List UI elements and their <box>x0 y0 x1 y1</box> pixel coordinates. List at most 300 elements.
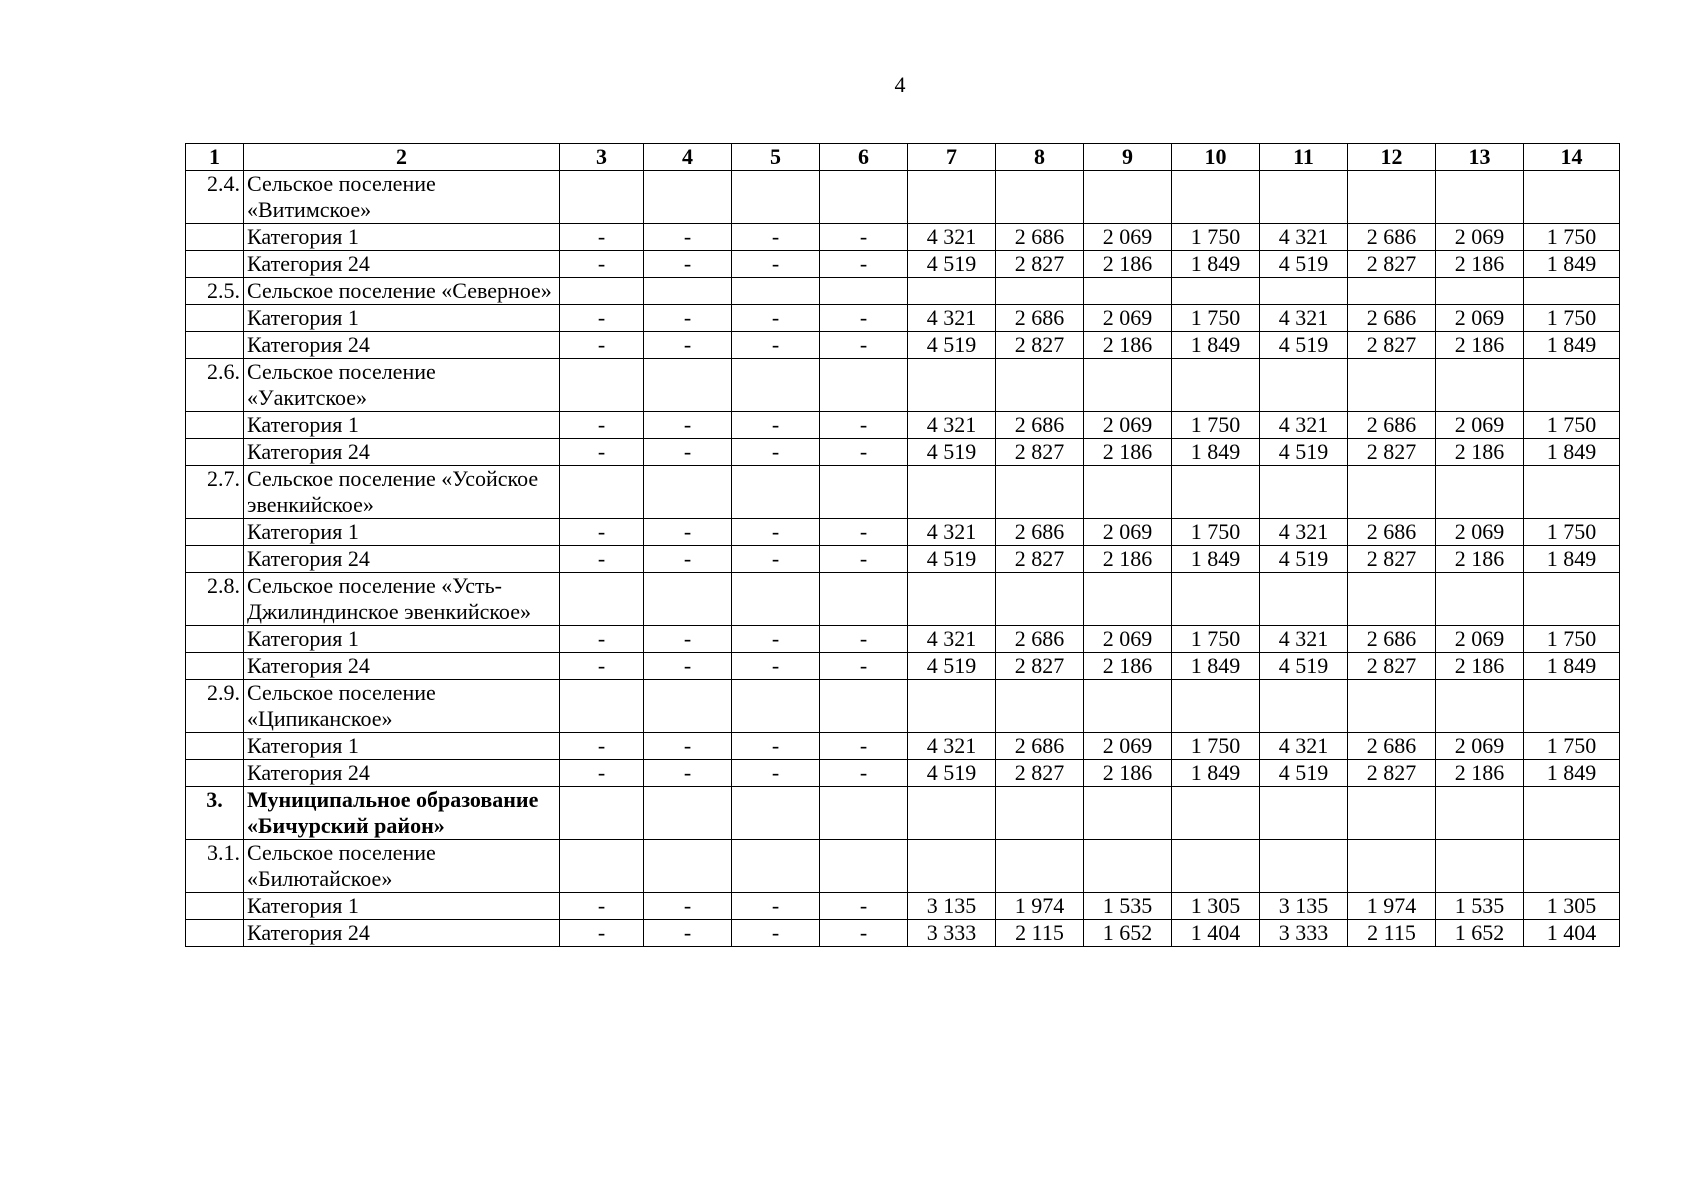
table-row <box>186 920 1620 947</box>
table-cell: 2 827 <box>996 439 1084 466</box>
row-name: Категория 24 <box>244 920 560 947</box>
table-row <box>186 439 1620 466</box>
table-cell: - <box>560 305 644 332</box>
table-cell: 2 069 <box>1436 519 1524 546</box>
table-cell: 4 321 <box>1260 224 1348 251</box>
empty-cell <box>644 840 732 893</box>
table-row <box>186 412 1620 439</box>
empty-cell <box>820 787 908 840</box>
table-cell: 1 849 <box>1172 332 1260 359</box>
table-cell: 1 750 <box>1172 412 1260 439</box>
empty-cell <box>732 680 820 733</box>
table-row <box>186 305 1620 332</box>
row-index: 3.1. <box>186 840 244 893</box>
section-row <box>186 278 1620 305</box>
table-cell: 2 686 <box>996 412 1084 439</box>
table-cell: 1 750 <box>1172 519 1260 546</box>
table-cell: 4 321 <box>908 412 996 439</box>
empty-cell <box>644 787 732 840</box>
empty-cell <box>1172 840 1260 893</box>
section-row <box>186 787 1620 840</box>
empty-cell <box>1524 573 1620 626</box>
table-cell: 2 186 <box>1084 332 1172 359</box>
empty-cell <box>1260 573 1348 626</box>
table-cell: - <box>820 251 908 278</box>
empty-cell <box>560 840 644 893</box>
table-cell: - <box>644 760 732 787</box>
table-cell: - <box>644 519 732 546</box>
empty-cell <box>1524 359 1620 412</box>
column-header-3: 3 <box>560 144 644 171</box>
table-cell: - <box>820 653 908 680</box>
empty-cell <box>820 359 908 412</box>
table-cell: 2 686 <box>1348 224 1436 251</box>
table-cell: - <box>732 920 820 947</box>
row-index <box>186 412 244 439</box>
table-cell: 2 686 <box>1348 733 1436 760</box>
column-header-9: 9 <box>1084 144 1172 171</box>
table-cell: 4 321 <box>908 224 996 251</box>
empty-cell <box>732 278 820 305</box>
row-name: Категория 1 <box>244 893 560 920</box>
table-cell: 1 849 <box>1172 251 1260 278</box>
section-row <box>186 171 1620 224</box>
table-cell: 2 686 <box>996 224 1084 251</box>
table-cell: 1 849 <box>1524 332 1620 359</box>
table-cell: 4 321 <box>908 626 996 653</box>
table-cell: 1 652 <box>1436 920 1524 947</box>
empty-cell <box>1436 840 1524 893</box>
row-index <box>186 920 244 947</box>
table-cell: 4 519 <box>1260 251 1348 278</box>
table-cell: - <box>732 305 820 332</box>
empty-cell <box>820 466 908 519</box>
table-cell: - <box>732 224 820 251</box>
table-cell: 2 686 <box>996 519 1084 546</box>
table-cell: 1 849 <box>1172 546 1260 573</box>
table-cell: 2 827 <box>1348 332 1436 359</box>
table-cell: - <box>644 332 732 359</box>
column-header-6: 6 <box>820 144 908 171</box>
table-cell: 3 135 <box>908 893 996 920</box>
table-cell: 1 305 <box>1524 893 1620 920</box>
table-cell: 2 827 <box>996 251 1084 278</box>
empty-cell <box>820 171 908 224</box>
empty-cell <box>996 787 1084 840</box>
row-index <box>186 626 244 653</box>
empty-cell <box>1524 171 1620 224</box>
table-cell: 2 069 <box>1084 412 1172 439</box>
table-cell: - <box>732 332 820 359</box>
table-cell: 4 321 <box>1260 519 1348 546</box>
table-cell: 2 186 <box>1436 332 1524 359</box>
table-row <box>186 224 1620 251</box>
table-cell: 2 186 <box>1436 439 1524 466</box>
empty-cell <box>1436 466 1524 519</box>
empty-cell <box>1436 573 1524 626</box>
table-cell: 4 519 <box>908 653 996 680</box>
tariff-table <box>185 143 1620 947</box>
table-cell: - <box>560 332 644 359</box>
table-cell: 4 321 <box>1260 733 1348 760</box>
table-cell: 1 750 <box>1524 305 1620 332</box>
table-cell: - <box>820 519 908 546</box>
table-cell: - <box>644 733 732 760</box>
row-name: Категория 24 <box>244 546 560 573</box>
empty-cell <box>820 573 908 626</box>
row-index: 2.7. <box>186 466 244 519</box>
table-cell: - <box>560 224 644 251</box>
table-cell: 4 321 <box>1260 305 1348 332</box>
row-index <box>186 305 244 332</box>
table-cell: 2 069 <box>1084 224 1172 251</box>
empty-cell <box>1172 466 1260 519</box>
row-name: Категория 24 <box>244 439 560 466</box>
table-cell: - <box>560 519 644 546</box>
table-cell: - <box>820 893 908 920</box>
table-cell: - <box>644 251 732 278</box>
empty-cell <box>1524 680 1620 733</box>
empty-cell <box>1172 680 1260 733</box>
row-index <box>186 519 244 546</box>
table-cell: 2 186 <box>1436 653 1524 680</box>
table-cell: - <box>560 760 644 787</box>
column-header-7: 7 <box>908 144 996 171</box>
empty-cell <box>1084 171 1172 224</box>
table-row <box>186 519 1620 546</box>
empty-cell <box>1348 840 1436 893</box>
table-cell: 4 519 <box>1260 653 1348 680</box>
column-header-2: 2 <box>244 144 560 171</box>
table-cell: 2 827 <box>1348 439 1436 466</box>
table-cell: 2 827 <box>996 332 1084 359</box>
table-cell: - <box>732 439 820 466</box>
empty-cell <box>1260 359 1348 412</box>
empty-cell <box>560 787 644 840</box>
empty-cell <box>1348 680 1436 733</box>
row-name: Категория 24 <box>244 332 560 359</box>
table-cell: 4 321 <box>908 305 996 332</box>
table-row <box>186 653 1620 680</box>
empty-cell <box>1084 278 1172 305</box>
empty-cell <box>560 573 644 626</box>
table-cell: 2 069 <box>1436 626 1524 653</box>
table-cell: - <box>560 733 644 760</box>
table-cell: 2 115 <box>1348 920 1436 947</box>
table-cell: 4 519 <box>1260 546 1348 573</box>
empty-cell <box>1172 359 1260 412</box>
table-cell: 3 135 <box>1260 893 1348 920</box>
row-name: Категория 24 <box>244 760 560 787</box>
header-row <box>186 144 1620 171</box>
table-cell: - <box>560 412 644 439</box>
row-name: Категория 1 <box>244 519 560 546</box>
empty-cell <box>560 466 644 519</box>
table-cell: - <box>820 546 908 573</box>
table-cell: - <box>732 251 820 278</box>
table-cell: 2 186 <box>1084 251 1172 278</box>
row-index: 2.5. <box>186 278 244 305</box>
table-cell: 2 069 <box>1084 626 1172 653</box>
table-cell: 4 519 <box>1260 439 1348 466</box>
table-cell: 2 827 <box>1348 251 1436 278</box>
empty-cell <box>1260 840 1348 893</box>
empty-cell <box>1436 171 1524 224</box>
empty-cell <box>1524 787 1620 840</box>
table-cell: - <box>732 653 820 680</box>
table-cell: 4 321 <box>1260 626 1348 653</box>
table-cell: - <box>560 920 644 947</box>
row-name: Сельское поселение «Усойское эвенкийское» <box>244 466 560 519</box>
table-cell: 2 069 <box>1436 305 1524 332</box>
table-cell: 2 069 <box>1084 733 1172 760</box>
table-row <box>186 332 1620 359</box>
empty-cell <box>1172 573 1260 626</box>
empty-cell <box>732 840 820 893</box>
table-cell: 1 750 <box>1172 305 1260 332</box>
table-cell: - <box>820 224 908 251</box>
table-cell: 2 069 <box>1436 224 1524 251</box>
table-cell: 1 849 <box>1172 760 1260 787</box>
empty-cell <box>1348 787 1436 840</box>
table-cell: 4 519 <box>1260 760 1348 787</box>
table-cell: 1 535 <box>1436 893 1524 920</box>
empty-cell <box>908 680 996 733</box>
table-cell: - <box>820 305 908 332</box>
row-index <box>186 224 244 251</box>
empty-cell <box>908 278 996 305</box>
column-header-14: 14 <box>1524 144 1620 171</box>
empty-cell <box>820 840 908 893</box>
row-index: 2.9. <box>186 680 244 733</box>
table-cell: 4 519 <box>908 760 996 787</box>
table-cell: 2 686 <box>1348 626 1436 653</box>
table-cell: 2 186 <box>1436 251 1524 278</box>
empty-cell <box>1348 359 1436 412</box>
row-name: Категория 1 <box>244 733 560 760</box>
page-number: 4 <box>894 72 906 97</box>
table-cell: 4 519 <box>1260 332 1348 359</box>
table-cell: 2 069 <box>1084 519 1172 546</box>
table-cell: 1 750 <box>1172 733 1260 760</box>
row-index <box>186 760 244 787</box>
row-name: Категория 24 <box>244 251 560 278</box>
table-row <box>186 251 1620 278</box>
empty-cell <box>1084 359 1172 412</box>
table-cell: 4 321 <box>1260 412 1348 439</box>
table-cell: 2 186 <box>1084 439 1172 466</box>
table-row <box>186 733 1620 760</box>
table-cell: 3 333 <box>908 920 996 947</box>
row-name: Категория 1 <box>244 626 560 653</box>
row-name: Сельское поселение «Усть-Джилиндинское эвенкийское» <box>244 573 560 626</box>
empty-cell <box>1436 278 1524 305</box>
table-cell: 2 186 <box>1436 546 1524 573</box>
empty-cell <box>1348 466 1436 519</box>
section-row <box>186 359 1620 412</box>
section-row <box>186 680 1620 733</box>
section-row <box>186 840 1620 893</box>
empty-cell <box>732 359 820 412</box>
table-cell: - <box>820 332 908 359</box>
row-name: Категория 1 <box>244 305 560 332</box>
table-cell: - <box>644 305 732 332</box>
row-index <box>186 251 244 278</box>
empty-cell <box>1436 787 1524 840</box>
table-cell: 2 186 <box>1436 760 1524 787</box>
table-cell: - <box>732 893 820 920</box>
table-cell: - <box>644 439 732 466</box>
table-row <box>186 546 1620 573</box>
row-index <box>186 546 244 573</box>
row-name: Категория 1 <box>244 412 560 439</box>
empty-cell <box>1084 787 1172 840</box>
table-cell: 4 519 <box>908 251 996 278</box>
table-cell: 1 652 <box>1084 920 1172 947</box>
table-cell: 1 750 <box>1524 733 1620 760</box>
table-cell: 1 305 <box>1172 893 1260 920</box>
table-cell: 1 404 <box>1172 920 1260 947</box>
table-cell: - <box>820 412 908 439</box>
empty-cell <box>1084 466 1172 519</box>
table-cell: - <box>644 546 732 573</box>
table-cell: 2 686 <box>996 626 1084 653</box>
table-cell: 1 750 <box>1172 224 1260 251</box>
table-cell: 4 519 <box>908 332 996 359</box>
empty-cell <box>732 573 820 626</box>
table-cell: 1 849 <box>1172 439 1260 466</box>
empty-cell <box>644 171 732 224</box>
row-index: 2.8. <box>186 573 244 626</box>
table-cell: 1 974 <box>1348 893 1436 920</box>
empty-cell <box>1436 359 1524 412</box>
empty-cell <box>1348 278 1436 305</box>
empty-cell <box>644 573 732 626</box>
table-cell: 2 186 <box>1084 546 1172 573</box>
table-cell: 2 827 <box>1348 760 1436 787</box>
empty-cell <box>1260 171 1348 224</box>
empty-cell <box>1348 573 1436 626</box>
empty-cell <box>1524 840 1620 893</box>
table-cell: 4 519 <box>908 439 996 466</box>
empty-cell <box>560 359 644 412</box>
row-name: Муниципальное образование «Бичурский район» <box>244 787 560 840</box>
empty-cell <box>732 787 820 840</box>
table-cell: 1 750 <box>1524 626 1620 653</box>
empty-cell <box>1436 680 1524 733</box>
table-cell: 1 849 <box>1524 251 1620 278</box>
table-cell: 4 321 <box>908 733 996 760</box>
table-cell: - <box>560 546 644 573</box>
empty-cell <box>1260 278 1348 305</box>
table-cell: 2 686 <box>1348 305 1436 332</box>
row-name: Категория 1 <box>244 224 560 251</box>
empty-cell <box>996 573 1084 626</box>
table-cell: 1 750 <box>1524 224 1620 251</box>
empty-cell <box>908 787 996 840</box>
empty-cell <box>908 840 996 893</box>
empty-cell <box>1084 680 1172 733</box>
column-header-1: 1 <box>186 144 244 171</box>
empty-cell <box>644 278 732 305</box>
table-cell: - <box>644 224 732 251</box>
table-cell: 2 827 <box>996 653 1084 680</box>
empty-cell <box>996 840 1084 893</box>
empty-cell <box>1084 840 1172 893</box>
table-cell: - <box>644 653 732 680</box>
row-index: 2.6. <box>186 359 244 412</box>
empty-cell <box>996 359 1084 412</box>
table-cell: - <box>820 920 908 947</box>
table-cell: 1 974 <box>996 893 1084 920</box>
empty-cell <box>1260 787 1348 840</box>
table-row <box>186 893 1620 920</box>
table-cell: 2 827 <box>1348 653 1436 680</box>
row-name: Сельское поселение «Витимское» <box>244 171 560 224</box>
empty-cell <box>908 359 996 412</box>
row-name: Сельское поселение «Уакитское» <box>244 359 560 412</box>
table-cell: 1 849 <box>1524 546 1620 573</box>
empty-cell <box>560 171 644 224</box>
table-cell: 1 849 <box>1172 653 1260 680</box>
row-index: 3. <box>186 787 244 840</box>
table-cell: 2 069 <box>1436 412 1524 439</box>
table-cell: 1 404 <box>1524 920 1620 947</box>
table-cell: 1 750 <box>1524 412 1620 439</box>
table-cell: 1 849 <box>1524 760 1620 787</box>
table-cell: 4 321 <box>908 519 996 546</box>
column-header-4: 4 <box>644 144 732 171</box>
empty-cell <box>1172 787 1260 840</box>
row-name: Категория 24 <box>244 653 560 680</box>
table-cell: - <box>644 412 732 439</box>
empty-cell <box>1524 466 1620 519</box>
empty-cell <box>908 573 996 626</box>
column-header-12: 12 <box>1348 144 1436 171</box>
column-header-11: 11 <box>1260 144 1348 171</box>
row-index: 2.4. <box>186 171 244 224</box>
empty-cell <box>732 466 820 519</box>
table-cell: 1 750 <box>1172 626 1260 653</box>
table-cell: 3 333 <box>1260 920 1348 947</box>
table-cell: - <box>644 893 732 920</box>
table-cell: - <box>820 439 908 466</box>
table-cell: 2 686 <box>996 305 1084 332</box>
table-cell: - <box>820 626 908 653</box>
table-cell: 2 115 <box>996 920 1084 947</box>
empty-cell <box>996 171 1084 224</box>
empty-cell <box>1348 171 1436 224</box>
empty-cell <box>732 171 820 224</box>
table-cell: - <box>732 546 820 573</box>
table-cell: - <box>560 626 644 653</box>
empty-cell <box>820 680 908 733</box>
table-cell: - <box>560 439 644 466</box>
table-cell: - <box>560 251 644 278</box>
column-header-13: 13 <box>1436 144 1524 171</box>
table-row <box>186 760 1620 787</box>
table-cell: - <box>560 893 644 920</box>
column-header-10: 10 <box>1172 144 1260 171</box>
table-row <box>186 626 1620 653</box>
empty-cell <box>996 278 1084 305</box>
empty-cell <box>820 278 908 305</box>
empty-cell <box>1524 278 1620 305</box>
empty-cell <box>908 466 996 519</box>
section-row <box>186 573 1620 626</box>
table-cell: - <box>644 920 732 947</box>
row-name: Сельское поселение «Ципиканское» <box>244 680 560 733</box>
